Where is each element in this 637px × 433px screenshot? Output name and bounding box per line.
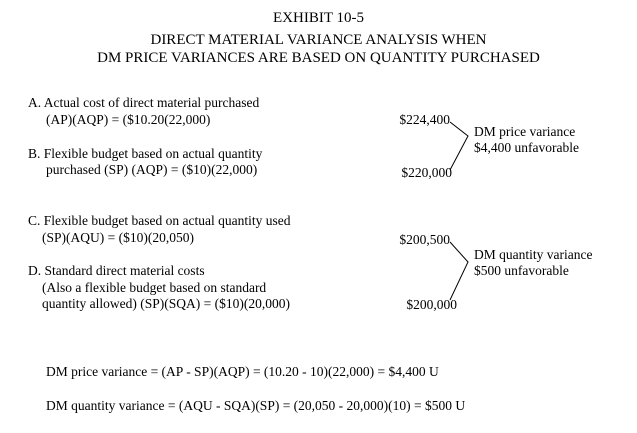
item-a-formula: (AP)(AQP) = ($10.20(22,000) (46, 112, 211, 127)
price-variance-bracket (450, 122, 468, 170)
item-b-formula: purchased (SP) (AQP) = ($10)(22,000) (46, 162, 258, 177)
exhibit-subtitle-line2: DM PRICE VARIANCES ARE BASED ON QUANTITY PURCHASED (97, 50, 540, 66)
item-c-amount: $200,500 (399, 232, 450, 247)
quantity-variance-formula: DM quantity variance = (AQU - SQA)(SP) = (20,050 - 20,000)(10) = $500 U (46, 398, 466, 413)
price-variance-value: $4,400 unfavorable (474, 140, 579, 155)
item-d-amount: $200,000 (406, 297, 457, 312)
quantity-variance-label: DM quantity variance (474, 247, 593, 262)
item-b-description: B. Flexible budget based on actual quantity (28, 146, 263, 161)
exhibit-subtitle-line1: DIRECT MATERIAL VARIANCE ANALYSIS WHEN (150, 32, 487, 48)
quantity-variance-value: $500 unfavorable (474, 263, 569, 278)
price-variance-label: DM price variance (474, 124, 576, 139)
item-d-note: (Also a flexible budget based on standard (42, 280, 267, 295)
quantity-variance-bracket (450, 242, 468, 300)
item-a-description: A. Actual cost of direct material purchased (28, 95, 260, 110)
price-variance-formula: DM price variance = (AP - SP)(AQP) = (10.20 - 10)(22,000) = $4,400 U (46, 364, 439, 379)
item-d-formula: quantity allowed) (SP)(SQA) = ($10)(20,000) (42, 296, 290, 311)
item-c-formula: (SP)(AQU) = ($10)(20,050) (42, 230, 194, 245)
item-d-description: D. Standard direct material costs (28, 263, 205, 278)
item-c-description: C. Flexible budget based on actual quantity used (28, 213, 291, 228)
item-b-amount: $220,000 (401, 165, 452, 180)
item-a-amount: $224,400 (399, 112, 450, 127)
exhibit-title: EXHIBIT 10-5 (273, 10, 364, 26)
